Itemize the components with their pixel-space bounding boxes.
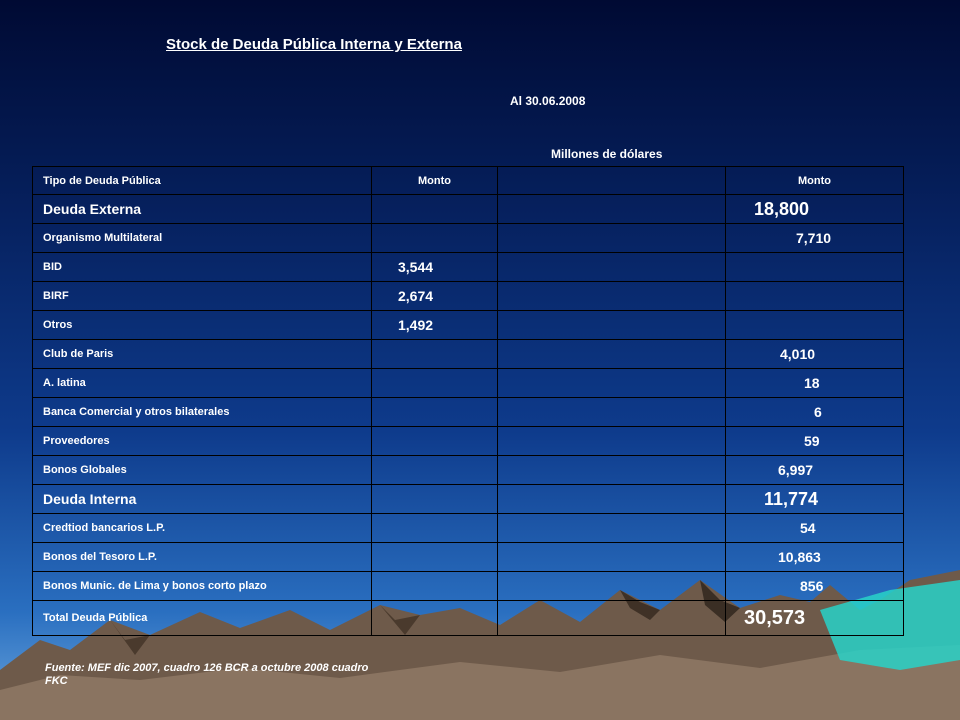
table-row — [33, 427, 904, 456]
header-cell: Monto — [372, 167, 498, 195]
row-empty-cell — [498, 514, 726, 543]
row-amount: 7,710 — [726, 224, 904, 253]
units-label: Millones de dólares — [551, 147, 663, 161]
row-subamount — [372, 572, 498, 601]
row-label: A. latina — [33, 369, 372, 398]
row-amount: 54 — [726, 514, 904, 543]
table-row — [33, 253, 904, 282]
row-empty-cell — [498, 369, 726, 398]
row-subamount — [372, 369, 498, 398]
row-subamount — [372, 514, 498, 543]
row-amount — [726, 282, 904, 311]
header-cell: Monto — [726, 167, 904, 195]
row-subamount — [372, 427, 498, 456]
table-row — [33, 485, 904, 514]
row-label: Deuda Interna — [33, 485, 372, 514]
row-subamount: 3,544 — [372, 253, 498, 282]
row-label: Organismo Multilateral — [33, 224, 372, 253]
row-amount: 6 — [726, 398, 904, 427]
row-amount: 18,800 — [726, 195, 904, 224]
debt-table-body — [33, 167, 904, 636]
table-row — [33, 282, 904, 311]
row-label: BID — [33, 253, 372, 282]
row-label: Bonos del Tesoro L.P. — [33, 543, 372, 572]
table-row — [33, 398, 904, 427]
header-cell: Tipo de Deuda Pública — [33, 167, 372, 195]
row-empty-cell — [498, 398, 726, 427]
header-cell — [498, 167, 726, 195]
row-empty-cell — [498, 427, 726, 456]
row-empty-cell — [498, 601, 726, 636]
row-amount: 59 — [726, 427, 904, 456]
table-row — [33, 601, 904, 636]
row-label: Otros — [33, 311, 372, 340]
row-amount: 11,774 — [726, 485, 904, 514]
as-of-date: Al 30.06.2008 — [510, 94, 586, 108]
row-empty-cell — [498, 224, 726, 253]
table-row — [33, 311, 904, 340]
row-subamount: 1,492 — [372, 311, 498, 340]
table-row — [33, 572, 904, 601]
row-amount — [726, 253, 904, 282]
row-amount: 6,997 — [726, 456, 904, 485]
row-subamount — [372, 224, 498, 253]
row-subamount — [372, 601, 498, 636]
table-row — [33, 514, 904, 543]
row-empty-cell — [498, 456, 726, 485]
row-subamount — [372, 543, 498, 572]
row-empty-cell — [498, 253, 726, 282]
row-empty-cell — [498, 195, 726, 224]
header-row — [33, 167, 904, 195]
row-empty-cell — [498, 282, 726, 311]
row-label: Deuda Externa — [33, 195, 372, 224]
source-note: Fuente: MEF dic 2007, cuadro 126 BCR a octubre 2008 cuadro FKC — [45, 662, 369, 687]
row-subamount — [372, 340, 498, 369]
table-row — [33, 224, 904, 253]
row-label: Total Deuda Pública — [33, 601, 372, 636]
row-label: Bonos Globales — [33, 456, 372, 485]
row-subamount — [372, 195, 498, 224]
row-label: BIRF — [33, 282, 372, 311]
row-subamount — [372, 485, 498, 514]
row-amount: 10,863 — [726, 543, 904, 572]
row-empty-cell — [498, 572, 726, 601]
title-text: Stock de Deuda Pública Interna y Externa — [166, 36, 462, 53]
row-empty-cell — [498, 485, 726, 514]
debt-table — [32, 166, 904, 636]
page-title — [44, 36, 462, 53]
row-label: Proveedores — [33, 427, 372, 456]
row-subamount — [372, 398, 498, 427]
row-empty-cell — [498, 340, 726, 369]
row-amount: 856 — [726, 572, 904, 601]
row-label: Banca Comercial y otros bilaterales — [33, 398, 372, 427]
row-subamount: 2,674 — [372, 282, 498, 311]
row-subamount — [372, 456, 498, 485]
table-row — [33, 340, 904, 369]
table-row — [33, 369, 904, 398]
row-amount — [726, 311, 904, 340]
row-label: Club de Paris — [33, 340, 372, 369]
row-label: Bonos Munic. de Lima y bonos corto plazo — [33, 572, 372, 601]
table-row — [33, 543, 904, 572]
table-row — [33, 456, 904, 485]
row-amount: 4,010 — [726, 340, 904, 369]
row-empty-cell — [498, 543, 726, 572]
row-empty-cell — [498, 311, 726, 340]
row-amount: 18 — [726, 369, 904, 398]
row-amount: 30,573 — [726, 601, 904, 636]
table-row — [33, 195, 904, 224]
row-label: Credtiod bancarios L.P. — [33, 514, 372, 543]
